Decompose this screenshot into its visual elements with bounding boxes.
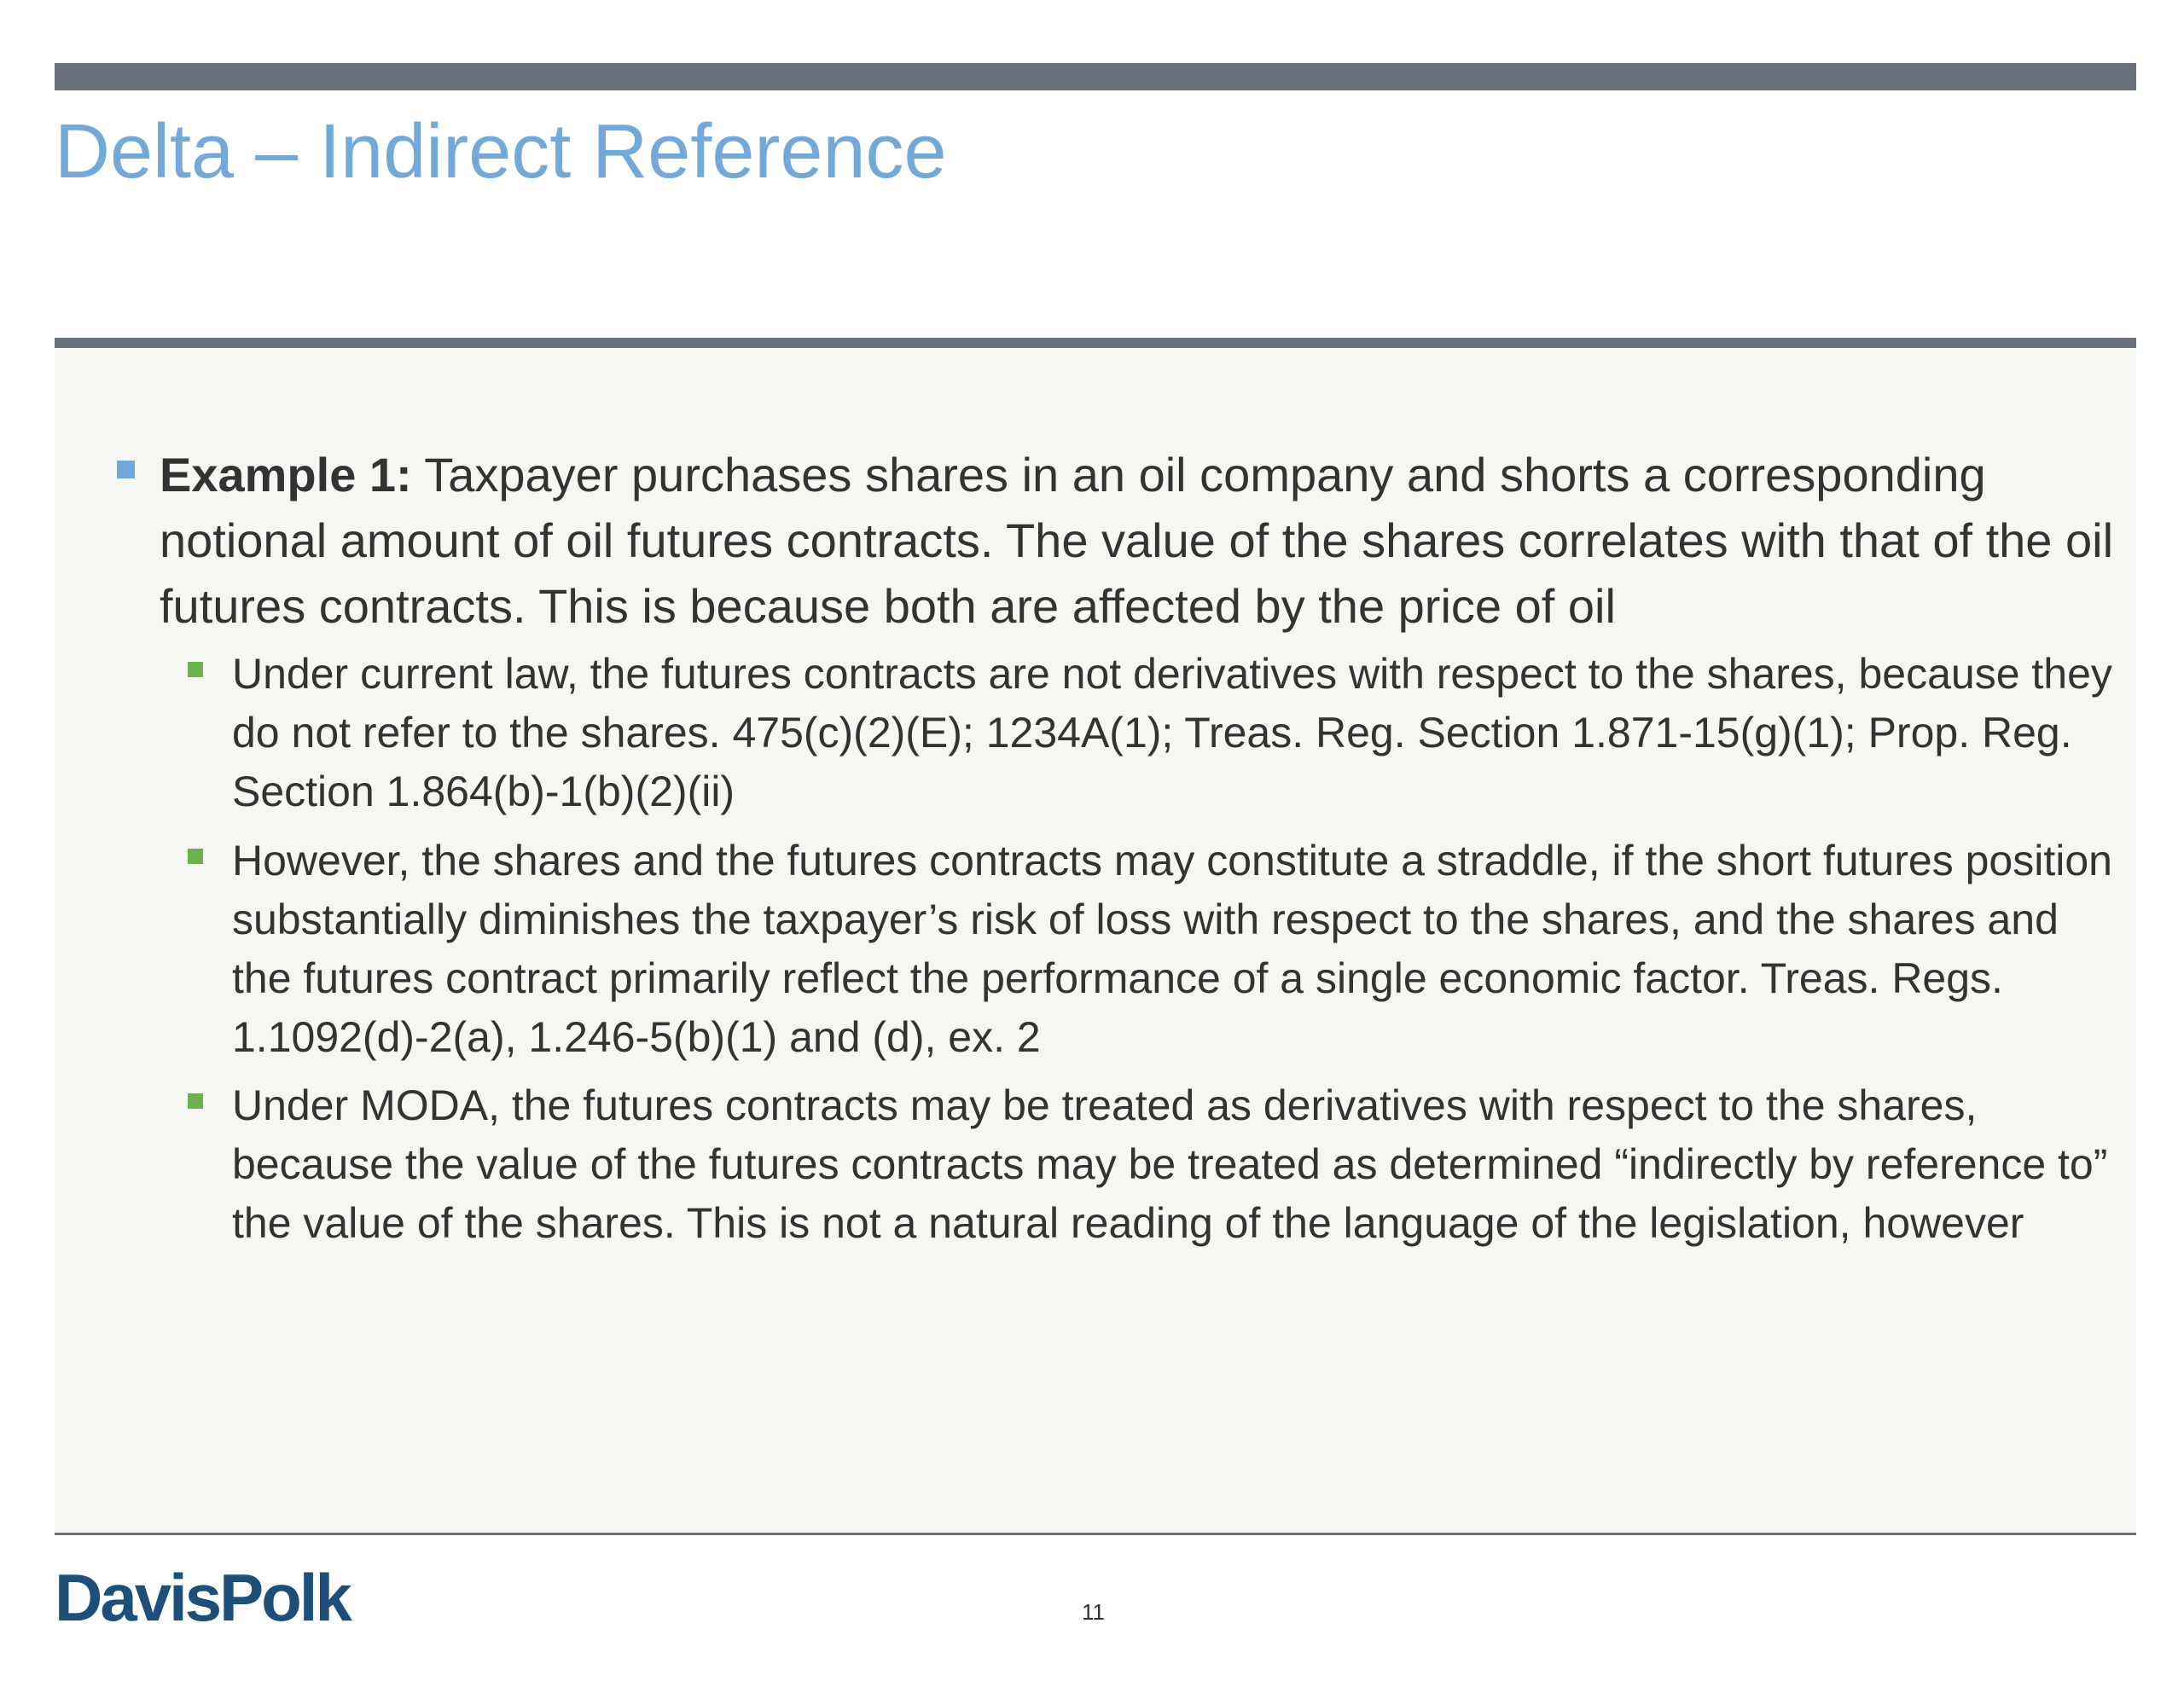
square-bullet-icon [188,1093,203,1109]
sub-bullet-text: Under current law, the futures contracts are not derivatives with respect to the shares, because they do not refer to the shares. 475(c)(2)(E); 1234A(1); Treas. Reg. Section 1.871-15(g)(1); Prop. Reg. Section 1.864(b)-1(b)(2)(ii) [232,650,2112,815]
bullet-lead: Example 1: [160,448,412,501]
sub-bullet-text: Under MODA, the futures contracts may be treated as derivatives with respect to the shares, because the value of the futures contracts may be treated as determined “indirectly by reference to” the value of the shares. This is not a natural reading of the language of the legislation, however [232,1081,2108,1247]
sub-bullet-straddle [232,832,2126,1067]
square-bullet-icon [117,461,135,478]
square-bullet-icon [188,849,203,864]
sub-bullet-moda [232,1076,2126,1253]
bullet-text: Taxpayer purchases shares in an oil company and shorts a corresponding notional amount of oil futures contracts. The value of the shares correlates with that of the oil futures contracts. This is because both are affected by the price of oil [160,448,2114,633]
square-bullet-icon [188,662,203,677]
sub-bullet-current-law [232,645,2126,821]
bullet-example-1 [160,442,2122,639]
davis-polk-logo: DavisPolk [55,1560,350,1635]
page-number: 11 [1082,1599,1105,1625]
content-panel [55,338,2136,1533]
slide-title: Delta – Indirect Reference [55,109,947,194]
header-rule [55,63,2136,90]
footer-rule [55,1533,2136,1535]
sub-bullet-text: However, the shares and the futures contracts may constitute a straddle, if the short futures position substantially diminishes the taxpayer’s risk of loss with respect to the shares, and the shares and the futures contract primarily reflect the performance of a single economic factor. Treas. Regs. 1.1092(d)-2(a), 1.246-5(b)(1) and (d), ex. 2 [232,837,2112,1061]
